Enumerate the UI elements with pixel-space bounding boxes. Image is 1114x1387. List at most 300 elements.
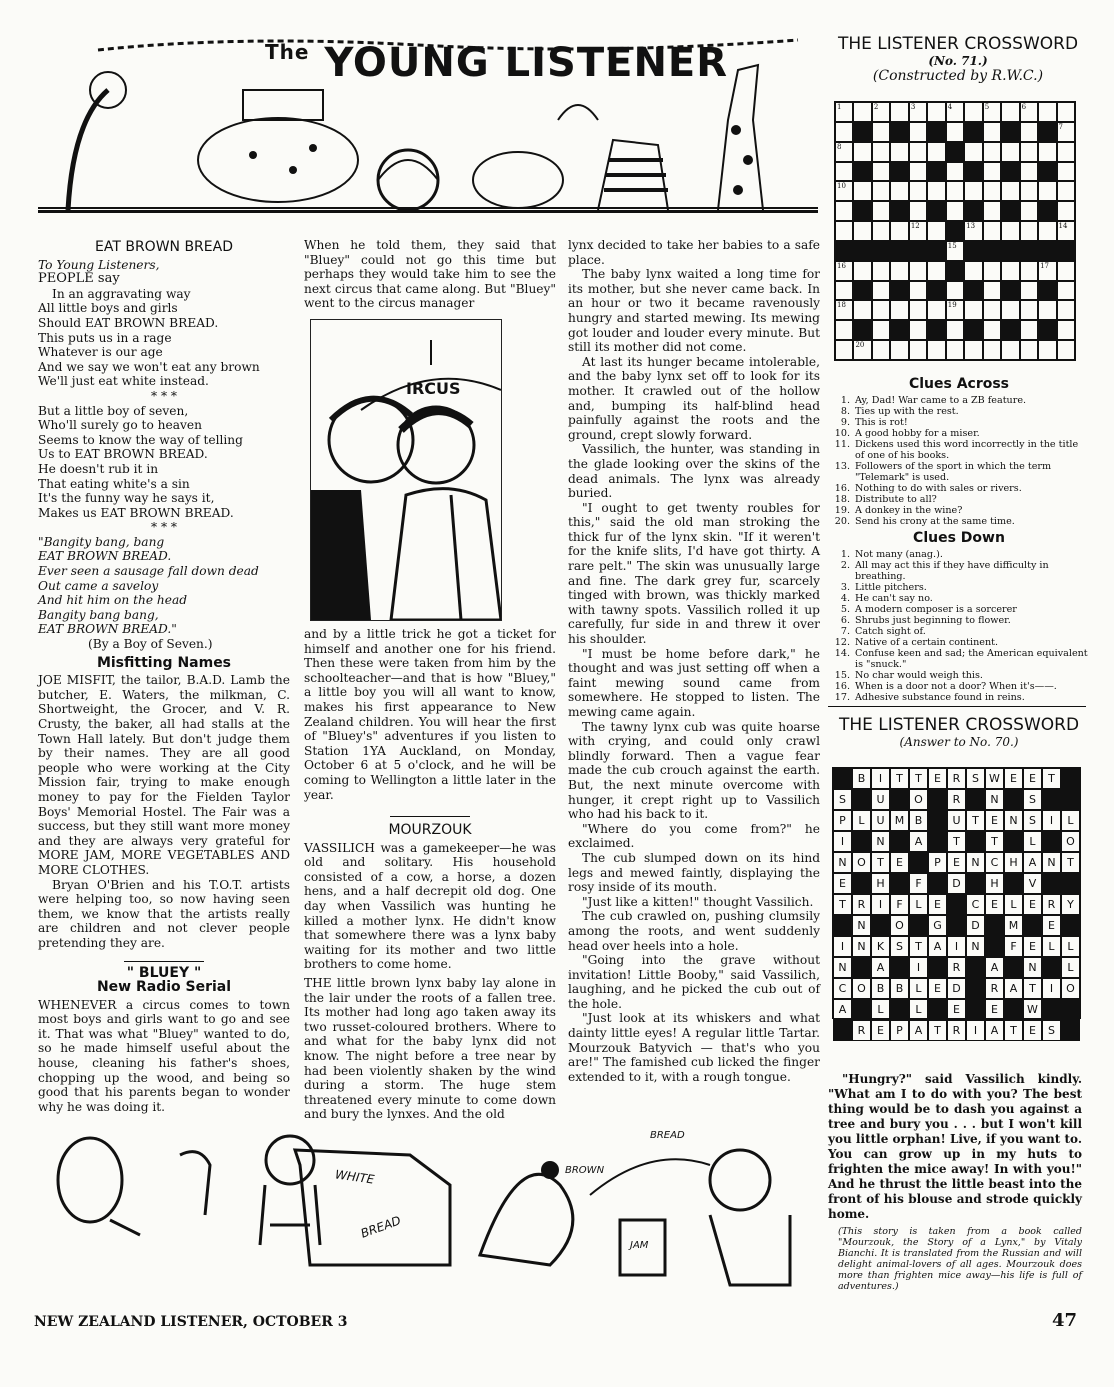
mourzouk-paragraph-6: Vassilich, the hunter, was standing in the glade looking over the skins of the dead animals. The lynx was already buried.: [568, 442, 820, 501]
answer-cell: R: [947, 789, 966, 810]
answer-cell: [1042, 831, 1061, 852]
crossword-cell: [1038, 340, 1056, 360]
poem-line: It's the funny way he says it,: [38, 491, 215, 506]
crossword-cell: [1038, 281, 1056, 301]
answer-cell: E: [833, 873, 852, 894]
crossword-cell: [835, 261, 853, 281]
mourzouk-paragraph-9: The tawny lynx cub was quite hoarse with crying, and could only crawl blindly forward. Then a vague fear made the cub crouch against the earth. But, the next minute overcome with hunger, it crept right up to Vassilich who had his back to it.: [568, 719, 820, 822]
poem-line: And we say we won't eat any brown: [38, 359, 260, 374]
answer-cell: N: [966, 852, 985, 873]
bluey-illustration: [310, 319, 502, 621]
clue-item: [830, 681, 1088, 692]
crossword-cell: [872, 300, 890, 320]
masthead-name: YOUNG LISTENER: [324, 40, 729, 86]
misfitting-paragraph-1: JOE MISFIT, the tailor, B.A.D. Lamb the butcher, E. Waters, the milkman, C. Shortweight, the Grocer, and V. R. Crusty, the baker, all had stalls at the Town Hall lately. But don't judge them by their names. They are all good people who were working at the City Mission fair, trying to make enough money to pay for the Fielden Taylor Boys' Memorial Hostel. The Fair was a success, but they still want more money and they are always very grateful for MORE JAM, MORE VEGETABLES AND MORE CLOTHES.: [38, 673, 290, 877]
crossword-cell: [909, 340, 927, 360]
clue-text: Not many (anag.).: [855, 549, 943, 560]
clue-item: [830, 417, 1088, 428]
poem-line: This puts us in a rage: [38, 330, 172, 345]
crossword-cell: [1057, 142, 1075, 162]
crossword-cell: [1038, 221, 1056, 241]
crossword-cell: [1057, 340, 1075, 360]
answer-cell: [1042, 789, 1061, 810]
answer-cell: [890, 789, 909, 810]
crossword-cell: [853, 122, 871, 142]
answer-cell: E: [985, 810, 1004, 831]
answer-cell: W: [985, 768, 1004, 789]
divider: [124, 961, 204, 962]
clue-number: 16.: [834, 483, 850, 494]
crossword-cell: [927, 201, 945, 221]
crossword-cell: [1038, 261, 1056, 281]
crossword-cell: [853, 320, 871, 340]
crossword-cell: [835, 300, 853, 320]
answer-cell: [966, 873, 985, 894]
answer-cell: L: [1061, 810, 1080, 831]
clue-number: 13.: [834, 461, 850, 472]
answer-cell: [947, 894, 966, 915]
crossword-cell: [835, 181, 853, 201]
crossword-cell: [1020, 340, 1038, 360]
answer-cell: W: [1023, 999, 1042, 1020]
answer-cell: F: [909, 873, 928, 894]
column-4-bottom: [828, 1072, 1082, 1292]
circus-sign: IRCUS: [406, 378, 461, 398]
clue-item: [830, 549, 1088, 560]
crossword-cell: [853, 181, 871, 201]
answer-cell: L: [1061, 957, 1080, 978]
crossword-cell: [872, 162, 890, 182]
crossword-cell: [853, 221, 871, 241]
clue-number: 12.: [834, 637, 850, 648]
cell-number: 15: [947, 241, 957, 250]
answer-cell: S: [1023, 810, 1042, 831]
crossword-cell: [890, 122, 908, 142]
answer-cell: L: [909, 894, 928, 915]
brown-label: BROWN: [565, 1165, 605, 1176]
answer-cell: [833, 915, 852, 936]
answer-cell: H: [871, 873, 890, 894]
clue-number: 6.: [840, 615, 850, 626]
answer-cell: A: [1004, 978, 1023, 999]
answer-cell: N: [852, 915, 871, 936]
answer-cell: I: [833, 831, 852, 852]
clue-number: 19.: [834, 505, 850, 516]
clue-text: Nothing to do with sales or rivers.: [855, 483, 1022, 494]
clue-text: Distribute to all?: [855, 494, 937, 505]
crossword-cell: [983, 340, 1001, 360]
clue-number: 9.: [840, 417, 850, 428]
answer-cell: U: [871, 810, 890, 831]
crossword-cell: [909, 122, 927, 142]
crossword-cell: [964, 142, 982, 162]
mourzouk-paragraph-14: "Going into the grave without invitation! Little Booby," said Vassilich, laughing, and he picked the cub out of the hole.: [568, 953, 820, 1011]
crossword-cell: [1057, 102, 1075, 122]
answer-cell: [1023, 915, 1042, 936]
answer-cell: [985, 936, 1004, 957]
bluey-paragraph-3: and by a little trick he got a ticket for himself and another one for his friend. Then these were taken from him by the schoolteacher—and that is how "Bluey," a little boy you will all want to know, makes his first appearance to New Zealand children. You will hear the first of "Bluey's" adventures if you listen to Station 1YA Auckland, on Monday, October 6 at 5 o'clock, and he will be coming to Wellington a little later in the year.: [304, 626, 556, 802]
answer-cell: H: [985, 873, 1004, 894]
poem-stanza-1: [38, 272, 290, 389]
column-2: [304, 238, 556, 1122]
crossword-cell: [1057, 162, 1075, 182]
answer-cell: I: [871, 768, 890, 789]
crossword-cell: [1038, 320, 1056, 340]
crossword-cell: [1001, 142, 1019, 162]
answer-cell: O: [890, 915, 909, 936]
clue-item: [830, 505, 1088, 516]
clue-number: 18.: [834, 494, 850, 505]
clue-number: 1.: [840, 395, 850, 406]
clue-item: [830, 604, 1088, 615]
crossword-cell: [1057, 261, 1075, 281]
crossword-cell: [909, 221, 927, 241]
crossword-cell: [909, 181, 927, 201]
mourzouk-paragraph-15: "Just look at its whiskers and what dainty little eyes! A regular little Tartar. Mourzouk Batyvich — that's who you are!" The famished cub licked the finger extended to it, with a rough tongue.: [568, 1011, 820, 1084]
answer-cell: E: [1023, 1020, 1042, 1041]
crossword-cell: [872, 320, 890, 340]
clue-text: A modern composer is a sorcerer: [855, 604, 1017, 615]
clue-number: 8.: [840, 406, 850, 417]
mourzouk-paragraph-2: THE little brown lynx baby lay alone in the lair under the roots of a fallen tree. Its mother had long ago taken away its two russet-coloured brothers. Where to and what for the baby lynx did not know. The night before a tree near by had been violently shaken by the wind during a storm. The huge stem threatened every minute to come down and bury the lynxes. And the old: [304, 976, 556, 1122]
answer-cell: R: [947, 1020, 966, 1041]
poem-line: And hit him on the head: [38, 593, 188, 608]
clue-text: Adhesive substance found in reins.: [855, 692, 1025, 703]
bluey-paragraph-2: When he told them, they said that "Bluey" could not go this time but perhaps they would take him to see the next circus that came along. But "Bluey" went to the circus manager: [304, 238, 556, 311]
answer-cell: L: [1023, 831, 1042, 852]
cell-number: 17: [1040, 261, 1049, 270]
crossword-cell: [1001, 102, 1019, 122]
crossword-cell: [853, 201, 871, 221]
answer-cell: [928, 831, 947, 852]
answer-cell: E: [985, 999, 1004, 1020]
crossword-cell: [835, 201, 853, 221]
answer-cell: E: [928, 978, 947, 999]
crossword-cell: [835, 281, 853, 301]
crossword-cell: [853, 300, 871, 320]
bread-cartoon: [30, 1125, 820, 1295]
answer-cell: [852, 873, 871, 894]
crossword-cell: [1038, 181, 1056, 201]
crossword-cell: [1020, 162, 1038, 182]
crossword-cell: [1057, 281, 1075, 301]
poem-line: That eating white's a sin: [38, 476, 190, 491]
crossword-cell: [946, 300, 964, 320]
crossword-cell: [983, 142, 1001, 162]
answer-cell: [1004, 999, 1023, 1020]
answer-cell: A: [833, 999, 852, 1020]
answer-cell: P: [890, 1020, 909, 1041]
clue-number: 16.: [834, 681, 850, 692]
poem-line: Us to EAT BROWN BREAD.: [38, 447, 208, 462]
crossword-cell: [964, 281, 982, 301]
page-number: 47: [1052, 1310, 1078, 1331]
clue-text: Little pitchers.: [855, 582, 927, 593]
answer-cell: N: [852, 936, 871, 957]
crossword-cell: [835, 320, 853, 340]
crossword-cell: [890, 340, 908, 360]
answer-cell: N: [833, 852, 852, 873]
cell-number: 10: [837, 182, 846, 191]
crossword-cell: [1001, 201, 1019, 221]
answer-cell: E: [890, 852, 909, 873]
crossword-cell: [983, 102, 1001, 122]
crossword-cell: [1020, 221, 1038, 241]
clue-text: Confuse keen and sad; the American equivalent is "snuck.": [855, 648, 1088, 670]
crossword-cell: [853, 142, 871, 162]
clue-text: No char would weigh this.: [855, 670, 983, 681]
answer-cell: [1042, 999, 1061, 1020]
clue-number: 1.: [840, 549, 850, 560]
crossword-cell: [983, 261, 1001, 281]
answer-cell: D: [966, 915, 985, 936]
bread-label-2: BREAD: [650, 1130, 685, 1141]
crossword-cell: [927, 102, 945, 122]
jam-label: JAM: [630, 1240, 649, 1251]
answer-cell: T: [966, 810, 985, 831]
crossword-cell: [1020, 122, 1038, 142]
answer-cell: I: [966, 1020, 985, 1041]
answer-cell: T: [985, 831, 1004, 852]
answer-cell: [1042, 957, 1061, 978]
crossword-cell: [1020, 281, 1038, 301]
answer-cell: [1042, 873, 1061, 894]
answer-cell: [1004, 831, 1023, 852]
crossword-cell: [1020, 142, 1038, 162]
answer-cell: U: [947, 810, 966, 831]
crossword-constructor: (Constructed by R.W.C.): [872, 68, 1044, 84]
crossword-cell: [983, 300, 1001, 320]
crossword-cell: [927, 221, 945, 241]
crossword-cell: [927, 261, 945, 281]
clues-across-list: [830, 395, 1088, 527]
poem-line: We'll just eat white instead.: [38, 374, 209, 389]
masthead-the: The: [265, 40, 310, 64]
poem-line: Seems to know the way of telling: [38, 432, 243, 447]
crossword-cell: [890, 261, 908, 281]
clue-text: Catch sight of.: [855, 626, 926, 637]
poem-line: EAT BROWN BREAD.": [38, 622, 177, 637]
answer-cell: F: [1004, 936, 1023, 957]
answer-cell: O: [1061, 831, 1080, 852]
answer-cell: E: [1004, 768, 1023, 789]
crossword-cell: [853, 261, 871, 281]
crossword-cell: [946, 201, 964, 221]
crossword-cell: [983, 181, 1001, 201]
answer-cell: [928, 789, 947, 810]
clue-text: Ties up with the rest.: [855, 406, 959, 417]
crossword-cell: [983, 122, 1001, 142]
answer-cell: T: [1042, 768, 1061, 789]
crossword-cell: [983, 281, 1001, 301]
answer-cell: T: [1004, 1020, 1023, 1041]
crossword-cell: [872, 221, 890, 241]
answer-cell: T: [1061, 852, 1080, 873]
crossword-cell: [983, 201, 1001, 221]
crossword-cell: [853, 340, 871, 360]
answer-cell: R: [985, 978, 1004, 999]
crossword-cell: [983, 162, 1001, 182]
answer-cell: T: [871, 852, 890, 873]
crossword-title: THE LISTENER CROSSWORD: [837, 34, 1079, 54]
crossword-cell: [1001, 340, 1019, 360]
clue-number: 20.: [834, 516, 850, 527]
crossword-cell: [964, 221, 982, 241]
cell-number: 8: [837, 142, 842, 151]
answer-cell: A: [871, 957, 890, 978]
clue-text: Send his crony at the same time.: [855, 516, 1015, 527]
answer-cell: [985, 915, 1004, 936]
clue-item: [830, 461, 1088, 483]
clue-text: When is a door not a door? When it's——.: [855, 681, 1057, 692]
clues-down-heading: Clues Down: [913, 530, 1005, 546]
masthead-title: [265, 40, 728, 86]
cell-number: 16: [837, 261, 846, 270]
answer-cell: [966, 999, 985, 1020]
answer-cell: A: [928, 936, 947, 957]
mourzouk-paragraph-7: "I ought to get twenty roubles for this," said the old man stroking the thick fur of the lynx skin. "If it weren't for the knife slits, I'd have got thirty. A rare pelt." The skin was unusually large and fine. The dark grey fur, scarcely tinged with brown, was thickly marked with tawny spots. Vassilich rolled it up carefully, fur side in and threw it over his shoulder.: [568, 500, 820, 647]
cell-number: 1: [837, 103, 842, 111]
poem-line: In an aggravating way: [52, 286, 191, 301]
clue-item: [830, 582, 1088, 593]
crossword-cell: [890, 241, 908, 261]
answer-cell: I: [1042, 978, 1061, 999]
answer-cell: I: [871, 894, 890, 915]
answer-cell: T: [909, 768, 928, 789]
clue-item: [830, 516, 1088, 527]
crossword-cell: [835, 221, 853, 241]
cell-number: 6: [1021, 103, 1027, 111]
crossword-cell: [1001, 281, 1019, 301]
crossword-cell: [927, 241, 945, 261]
answer-cell: L: [852, 810, 871, 831]
clue-text: A donkey in the wine?: [855, 505, 963, 516]
crossword-cell: [890, 300, 908, 320]
answer-cell: [890, 999, 909, 1020]
clue-text: He can't say no.: [855, 593, 933, 604]
answer-cell: B: [871, 978, 890, 999]
crossword-number: (No. 71.): [928, 54, 988, 68]
crossword-cell: [890, 181, 908, 201]
crossword-cell: [909, 261, 927, 281]
answer-cell: [909, 852, 928, 873]
bluey-title: " BLUEY ": [126, 964, 202, 981]
answer-cell: [947, 915, 966, 936]
answer-cell: [890, 957, 909, 978]
crossword-cell: [853, 162, 871, 182]
answer-cell: L: [909, 999, 928, 1020]
answer-cell: T: [928, 1020, 947, 1041]
clues-down-list: [830, 549, 1088, 703]
clue-text: A good hobby for a miser.: [855, 428, 980, 439]
column-1: [38, 238, 290, 1114]
answer-cell: A: [909, 1020, 928, 1041]
crossword-cell: [1038, 300, 1056, 320]
crossword-cell: [1038, 162, 1056, 182]
answer-cell: Y: [1061, 894, 1080, 915]
crossword-cell: [946, 122, 964, 142]
answer-cell: [852, 999, 871, 1020]
crossword-cell: [964, 102, 982, 122]
crossword-cell: [946, 162, 964, 182]
clue-number: 2.: [840, 560, 850, 571]
answer-cell: S: [890, 936, 909, 957]
crossword-cell: [1038, 241, 1056, 261]
answer-cell: F: [890, 894, 909, 915]
crossword-cell: [890, 162, 908, 182]
answer-cell: C: [966, 894, 985, 915]
crossword-cell: [872, 122, 890, 142]
answer-cell: L: [1042, 936, 1061, 957]
crossword-cell: [964, 320, 982, 340]
bluey-paragraph-1: WHENEVER a circus comes to town most boys and girls want to go and see it. That was what "Bluey" wanted to do, so he made himself useful about the house, cleaning his father's shoes, chopping up the wood, and being so good that his parents began to wonder why he was doing it.: [38, 997, 290, 1114]
answer-cell: B: [909, 810, 928, 831]
answer-cell: [890, 831, 909, 852]
crossword-cell: [1020, 102, 1038, 122]
clue-item: [830, 670, 1088, 681]
crossword-cell: [946, 221, 964, 241]
answer-cell: T: [909, 936, 928, 957]
cell-number: 12: [910, 222, 920, 231]
answer-cell: B: [890, 978, 909, 999]
answer-cell: I: [1042, 810, 1061, 831]
clue-item: [830, 395, 1088, 406]
stars-1: * * *: [150, 388, 178, 403]
clue-text: All may act this if they have difficulty in breathing.: [855, 560, 1049, 582]
answer-cell: I: [833, 936, 852, 957]
crossword-cell: [1038, 201, 1056, 221]
answer-cell: D: [947, 978, 966, 999]
clue-item: [830, 406, 1088, 417]
crossword-cell: [872, 241, 890, 261]
crossword-cell: [1038, 122, 1056, 142]
clue-item: [830, 494, 1088, 505]
crossword-cell: [1001, 320, 1019, 340]
answer-cell: T: [833, 894, 852, 915]
cell-number: 20: [855, 341, 865, 350]
mourzouk-paragraph-3: lynx decided to take her babies to a safe place.: [568, 238, 820, 267]
mourzouk-paragraph-5: At last its hunger became intolerable, and the baby lynx set off to look for its mother. It crawled out of the hollow and, bumping its half-blind head painfully against the roots and the ground, crept slowly forward.: [568, 354, 820, 442]
poem-line: Out came a saveloy: [38, 578, 159, 593]
crossword-cell: [927, 300, 945, 320]
crossword-cell: [946, 142, 964, 162]
crossword-cell: [1001, 241, 1019, 261]
crossword-cell: [1057, 300, 1075, 320]
crossword-cell: [1038, 142, 1056, 162]
crossword-cell: [909, 162, 927, 182]
answer-cell: B: [852, 768, 871, 789]
crossword-cell: [964, 162, 982, 182]
crossword-cell: [964, 181, 982, 201]
clue-text: Dickens used this word incorrectly in the title of one of his books.: [855, 439, 1079, 461]
answer-cell: T: [890, 768, 909, 789]
crossword-cell: [890, 320, 908, 340]
answer-title: THE LISTENER CROSSWORD: [838, 715, 1080, 735]
answer-cell: [833, 1020, 852, 1041]
answer-cell: [871, 915, 890, 936]
answer-cell: R: [947, 768, 966, 789]
answer-cell: U: [871, 789, 890, 810]
bread-characters-drawing: [30, 1125, 820, 1295]
answer-cell: K: [871, 936, 890, 957]
cell-number: 19: [947, 301, 957, 310]
answer-cell: E: [1023, 936, 1042, 957]
answer-cell: R: [947, 957, 966, 978]
answer-cell: O: [909, 789, 928, 810]
clue-number: 7.: [840, 626, 850, 637]
crossword-cell: [964, 300, 982, 320]
answer-cell: S: [833, 789, 852, 810]
